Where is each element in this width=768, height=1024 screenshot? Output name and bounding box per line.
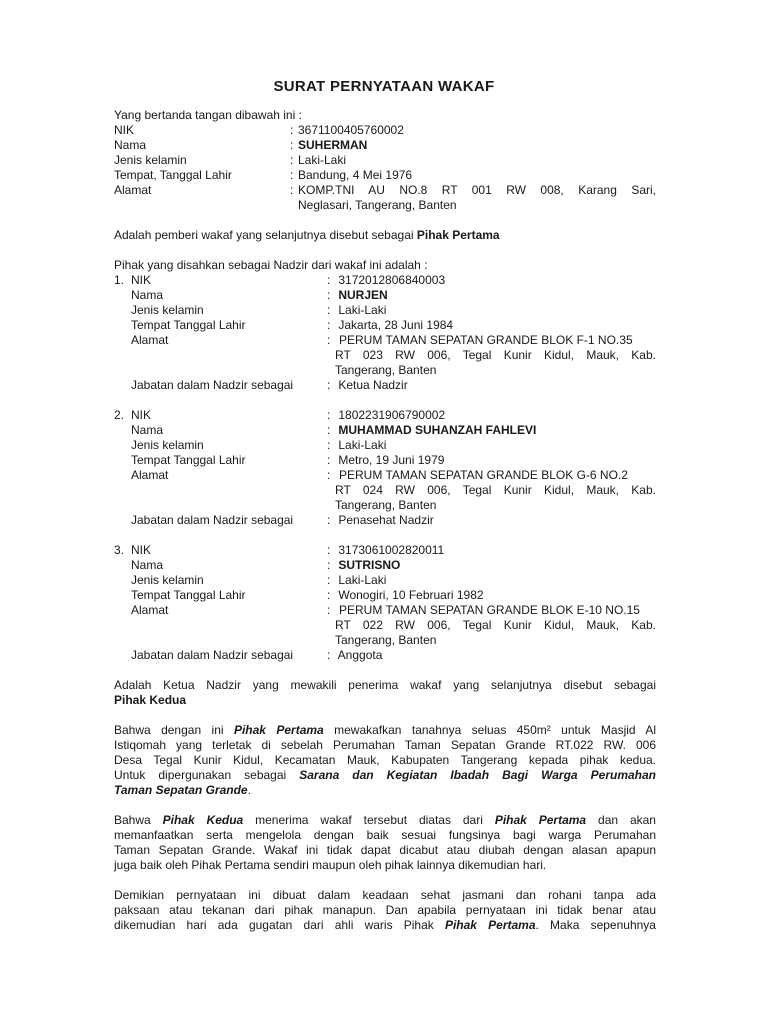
text: . [247, 783, 251, 797]
field-label: NIK [114, 123, 135, 137]
field-label: Alamat [114, 183, 152, 197]
ketua-line-2 [114, 693, 656, 708]
field-label: Jenis kelamin [114, 153, 187, 167]
field-label: NIK [131, 543, 152, 557]
field-label: Nama [131, 423, 164, 437]
field-label: Tempat Tanggal Lahir [131, 318, 246, 332]
para-line [114, 783, 656, 798]
para-line: memanfaatkan serta mengelola dengan baik sesuai fungsinya bagi warga Perumahan [114, 828, 656, 842]
field-label: Jabatan dalam Nadzir sebagai [131, 513, 294, 527]
field-value: Laki-Laki [338, 438, 387, 452]
field-value: MUHAMMAD SUHANZAH FAHLEVI [338, 423, 537, 437]
member-nama-row: Nama : SUTRISNO [131, 558, 401, 572]
wakif-nama-row: Nama : SUHERMAN [114, 138, 368, 152]
wakif-jk-row: Jenis kelamin : Laki-Laki [114, 153, 347, 167]
field-value: RT 022 RW 006, Tegal Kunir Kidul, Mauk, Kab. [335, 618, 656, 632]
statement-text: Adalah pemberi wakaf yang selanjutnya disebut sebagai [114, 228, 417, 242]
text: dikemudian hari ada gugatan dari ahli waris Pihak [114, 918, 445, 932]
member-number: 3. [114, 543, 125, 557]
field-label: Nama [131, 558, 164, 572]
para-line: Istiqomah yang terletak di sebelah Perumahan Taman Sepatan Grande RT.022 RW. 006 [114, 738, 656, 752]
field-value: Ketua Nadzir [338, 378, 408, 392]
field-value: Laki-Laki [338, 303, 387, 317]
member-nik-row: 1. NIK : 3172012806840003 [114, 273, 446, 287]
member-alamat-row: Alamat : PERUM TAMAN SEPATAN GRANDE BLOK G-6 NO.2 [114, 468, 656, 483]
field-value: PERUM TAMAN SEPATAN GRANDE BLOK G-6 NO.2 [339, 468, 628, 482]
field-value: NURJEN [338, 288, 388, 302]
field-value: KOMP.TNI AU NO.8 RT 001 RW 008, Karang Sari, [298, 183, 656, 197]
text: dan akan [586, 813, 656, 827]
member-jabatan-row: Jabatan dalam Nadzir sebagai : Penasehat Nadzir [131, 513, 434, 527]
para-line: Taman Sepatan Grande. Wakaf ini tidak dapat dicabut atau diubah dengan alasan apapun [114, 843, 656, 857]
field-label: Jabatan dalam Nadzir sebagai [131, 378, 294, 392]
field-label: Alamat [131, 603, 169, 617]
member-number: 2. [114, 408, 125, 422]
member-alamat-cont: Tangerang, Banten [335, 633, 437, 647]
para-line: Desa Tegal Kunir Kidul, Kecamatan Mauk, Kabupaten Tangerang kepada pihak kedua. [114, 753, 656, 767]
intro-text: Yang bertanda tangan dibawah ini : [114, 108, 302, 122]
pemberi-statement [114, 228, 656, 243]
field-value: Jakarta, 28 Juni 1984 [338, 318, 454, 332]
field-value: 3172012806840003 [338, 273, 446, 287]
member-nik-row: 3. NIK : 3173061002820011 [114, 543, 445, 557]
emphasis: Pihak Pertama [233, 723, 324, 737]
text: Untuk dipergunakan sebagai [114, 768, 300, 782]
field-label: Nama [131, 288, 164, 302]
field-value: RT 023 RW 006, Tegal Kunir Kidul, Mauk, Kab. [335, 348, 656, 362]
wakif-ttl-row: Tempat, Tanggal Lahir : Bandung, 4 Mei 1976 [114, 168, 413, 182]
field-value: Laki-Laki [338, 573, 387, 587]
member-nama-row: Nama : MUHAMMAD SUHANZAH FAHLEVI [131, 423, 537, 437]
field-label: Alamat [131, 468, 169, 482]
paragraph-2 [114, 813, 656, 873]
member-alamat-row: Alamat : PERUM TAMAN SEPATAN GRANDE BLOK F-1 NO.35 [114, 333, 656, 348]
field-label: Jabatan dalam Nadzir sebagai [131, 648, 294, 662]
text: menerima wakaf tersebut diatas dari [243, 813, 495, 827]
field-value: Laki-Laki [298, 153, 347, 167]
wakif-alamat-row: Alamat : KOMP.TNI AU NO.8 RT 001 RW 008, Karang Sari, [114, 183, 656, 197]
text: Bahwa [114, 813, 163, 827]
nadzir-list [114, 273, 656, 678]
nadzir-member [114, 273, 656, 408]
nadzir-member [114, 543, 656, 678]
member-alamat-cont [114, 483, 656, 498]
emphasis: Pihak Kedua [162, 813, 244, 827]
field-value: Metro, 19 Juni 1979 [338, 453, 445, 467]
field-label: Tempat, Tanggal Lahir [114, 168, 232, 182]
member-alamat-cont: Tangerang, Banten [335, 363, 437, 377]
member-number: 1. [114, 273, 125, 287]
member-jk-row: Jenis kelamin : Laki-Laki [131, 438, 387, 452]
field-label: Jenis kelamin [131, 573, 204, 587]
emphasis: Pihak Pertama [444, 918, 536, 932]
member-alamat-row: Alamat : PERUM TAMAN SEPATAN GRANDE BLOK E-10 NO.15 [114, 603, 656, 618]
paragraph-1 [114, 723, 656, 798]
member-jk-row: Jenis kelamin : Laki-Laki [131, 303, 387, 317]
member-jk-row: Jenis kelamin : Laki-Laki [131, 573, 387, 587]
document-title: SURAT PERNYATAAN WAKAF [273, 78, 495, 95]
field-label: NIK [131, 273, 152, 287]
field-value: 3173061002820011 [338, 543, 445, 557]
field-value: Penasehat Nadzir [338, 513, 434, 527]
field-value: SUHERMAN [298, 138, 368, 152]
member-jabatan-row: Jabatan dalam Nadzir sebagai : Ketua Nadzir [131, 378, 408, 392]
nadzir-member [114, 408, 656, 543]
document-body [114, 108, 656, 933]
field-label: Alamat [131, 333, 169, 347]
field-label: NIK [131, 408, 152, 422]
field-label: Nama [114, 138, 147, 152]
text: mewakafkan tanahnya seluas 450m² untuk Masjid Al [323, 723, 656, 737]
emphasis: Pihak Pertama [494, 813, 587, 827]
member-ttl-row: Tempat Tanggal Lahir : Metro, 19 Juni 1979 [131, 453, 445, 467]
member-alamat-cont: Tangerang, Banten [335, 498, 437, 512]
member-alamat-cont [114, 618, 656, 633]
field-value: 3671100405760002 [298, 123, 404, 137]
member-nik-row: 2. NIK : 1802231906790002 [114, 408, 446, 422]
wakif-nik-row: NIK : 3671100405760002 [114, 123, 404, 137]
member-ttl-row: Tempat Tanggal Lahir : Wonogiri, 10 Februari 1982 [131, 588, 484, 602]
member-ttl-row: Tempat Tanggal Lahir : Jakarta, 28 Juni 1984 [131, 318, 454, 332]
para-line: Demikian pernyataan ini dibuat dalam keadaan sehat jasmani dan rohani tanpa ada [114, 888, 656, 902]
field-value: PERUM TAMAN SEPATAN GRANDE BLOK E-10 NO.15 [339, 603, 640, 617]
ketua-line-1: Adalah Ketua Nadzir yang mewakili penerima wakaf yang selanjutnya disebut sebagai [114, 678, 656, 692]
nadzir-intro: Pihak yang disahkan sebagai Nadzir dari wakaf ini adalah : [114, 258, 428, 272]
para-line: paksaan atau tekanan dari pihak manapun. Dan apabila pernyataan ini tidak benar atau [114, 903, 656, 917]
field-label: Jenis kelamin [131, 303, 204, 317]
field-value: Anggota [337, 648, 383, 662]
para-line [114, 813, 656, 828]
field-label: Tempat Tanggal Lahir [131, 453, 246, 467]
statement-bold: Pihak Kedua [114, 693, 187, 707]
field-value: 1802231906790002 [338, 408, 446, 422]
para-line [114, 723, 656, 738]
para-line [114, 918, 656, 933]
field-label: Tempat Tanggal Lahir [131, 588, 246, 602]
field-value: Wonogiri, 10 Februari 1982 [338, 588, 484, 602]
paragraph-3 [114, 888, 656, 933]
member-jabatan-row: Jabatan dalam Nadzir sebagai : Anggota [131, 648, 383, 662]
wakif-section [114, 123, 656, 213]
field-value: Bandung, 4 Mei 1976 [298, 168, 413, 182]
field-value: RT 024 RW 006, Tegal Kunir Kidul, Mauk, Kab. [335, 483, 656, 497]
emphasis: Sarana dan Kegiatan Ibadah Bagi Warga Perumahan [299, 768, 656, 782]
member-nama-row: Nama : NURJEN [131, 288, 388, 302]
para-line [114, 768, 656, 783]
wakif-alamat-cont: Neglasari, Tangerang, Banten [298, 198, 457, 212]
para-line: juga baik oleh Pihak Pertama sendiri maupun oleh pihak lainnya dikemudian hari. [114, 858, 547, 872]
text: Bahwa dengan ini [114, 723, 234, 737]
statement-bold: Pihak Pertama [416, 228, 500, 242]
field-value: PERUM TAMAN SEPATAN GRANDE BLOK F-1 NO.35 [339, 333, 633, 347]
field-value: SUTRISNO [338, 558, 401, 572]
emphasis: Taman Sepatan Grande [114, 783, 248, 797]
text: . Maka sepenuhnya [535, 918, 656, 932]
field-label: Jenis kelamin [131, 438, 204, 452]
member-alamat-cont [114, 348, 656, 363]
